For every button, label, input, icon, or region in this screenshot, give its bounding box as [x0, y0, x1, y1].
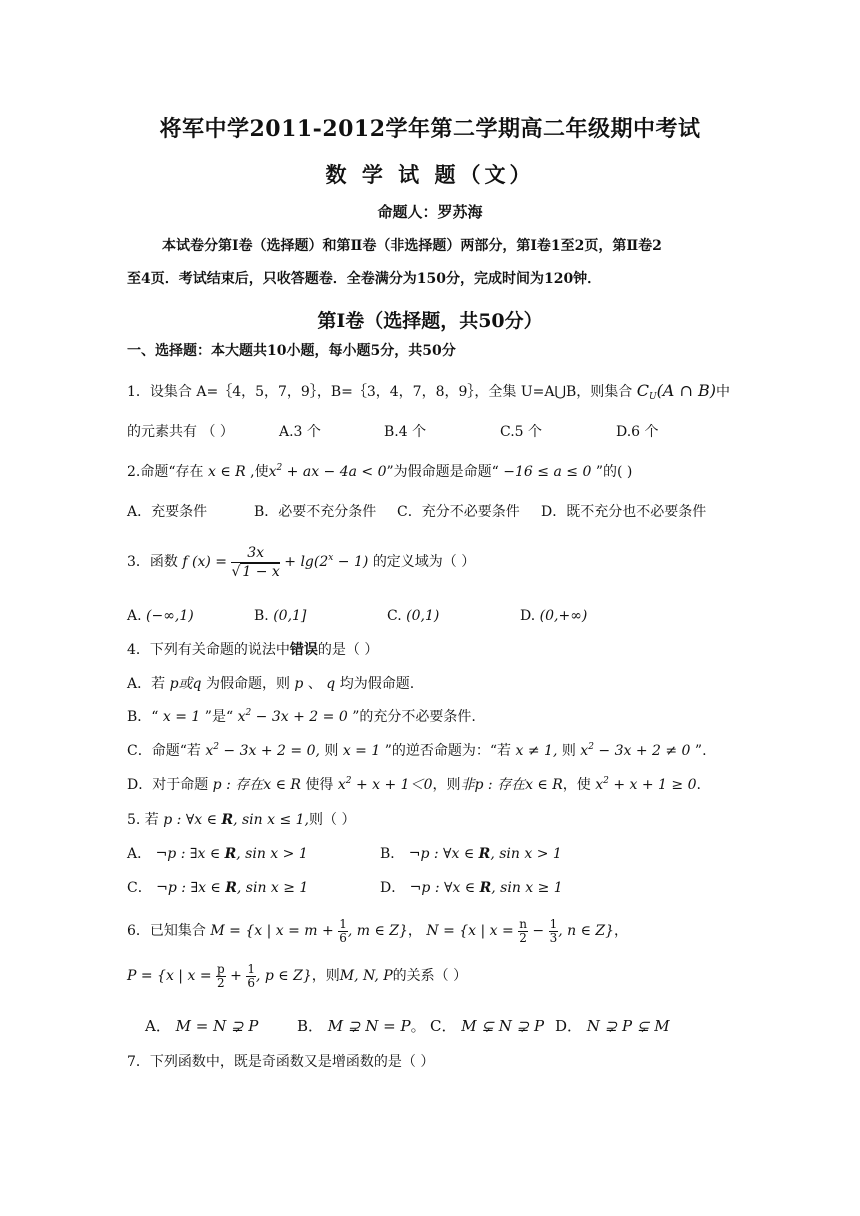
- exam-title: 将军中学2011-2012学年第二学期高二年级期中考试: [159, 116, 701, 142]
- q6-set-p: P = {x | x =: [127, 968, 216, 984]
- q3-option-b: B. (0,1]: [254, 608, 307, 624]
- q2-option-a: A．充要条件: [127, 504, 208, 520]
- q4-option-a: A．若 p或q 为假命题，则 p 、 q 均为假命题.: [127, 676, 415, 692]
- q2-expr-1: x ∈ R: [207, 464, 246, 480]
- intro-line-2: 至4页．考试结束后，只收答题卷．全卷满分为150分，完成时间为120钟．: [127, 271, 602, 287]
- q1-option-a: A.3 个: [279, 424, 321, 440]
- q4-text-b: 的是（ ）: [317, 642, 379, 658]
- q6-line-1: 6．已知集合 M = {x | x = m + $\frac{1}{6}$ , m ∈ Z}， N = {x | x = $\frac{n}{2}$ − $\frac{1}{3}$ , n ∈ Z}，: [127, 916, 629, 945]
- q3-option-d: D. (0,+∞): [520, 608, 588, 624]
- q4-emphasis: 错误: [289, 642, 318, 658]
- q7-stem: 7．下列函数中，既是奇函数又是增函数的是（ ）: [127, 1054, 435, 1070]
- q6-option-d: D． N ⊋ P ⊊ M: [555, 1017, 670, 1035]
- q3-text-b: 的定义域为（ ）: [372, 554, 476, 570]
- q6-option-c: C． M ⊊ N ⊋ P: [430, 1017, 545, 1035]
- q4-stem: [127, 640, 378, 660]
- q5-option-a: A． ¬p : ∃x ∈ R, sin x > 1: [127, 846, 308, 862]
- q5-row-1: [127, 844, 562, 864]
- q5-option-d: D． ¬p : ∀x ∈ R, sin x ≥ 1: [380, 880, 563, 896]
- q6-set-n: N = {x | x =: [426, 923, 519, 939]
- q1-option-d: D.6 个: [616, 424, 659, 440]
- q3-fraction: $\frac{3x}{√ 1 - x}$: [231, 544, 280, 580]
- q2-option-d: D．既不充分也不必要条件: [541, 504, 707, 520]
- q3-text-a: 3．函数: [127, 554, 178, 570]
- q3-option-c: C. (0,1): [387, 608, 440, 624]
- q6-set-m: M = {x | x = m +: [210, 923, 339, 939]
- q2-text-b: 使: [254, 464, 269, 480]
- section-instruction: 一、选择题：本大题共10小题，每小题5分，共50分: [127, 343, 456, 359]
- q2-stem: 2.命题“存在 x ∈ R ,使$x^2$ + ax − 4a < 0”为假命题是命题“ −16 ≤ a ≤ 0 ”的( ): [127, 463, 633, 480]
- intro-line-1: 本试卷分第Ⅰ卷（选择题）和第Ⅱ卷（非选择题）两部分，第Ⅰ卷1至2页，第Ⅱ卷2: [162, 238, 662, 254]
- q3-func-name: f (x) =: [182, 554, 232, 570]
- q5-option-b: B． ¬p : ∀x ∈ R, sin x > 1: [380, 846, 562, 862]
- q2-expr-2: $x^2$ + ax − 4a < 0: [268, 463, 387, 480]
- q5-option-c: C． ¬p : ∃x ∈ R, sin x ≥ 1: [127, 880, 309, 896]
- q4-text-a: 4．下列有关命题的说法中: [127, 642, 290, 658]
- q2-option-b: B．必要不充分条件: [254, 504, 377, 520]
- author-line: 命题人：罗苏海: [377, 203, 483, 221]
- q6-option-b: B． M ⊋ N = P。: [297, 1017, 426, 1035]
- q5-row-2: [127, 878, 563, 898]
- q1-option-c: C.5 个: [500, 424, 543, 440]
- q1-complement-expr: $C_U(A$ ∩ B): [636, 381, 716, 402]
- q2-text-d: ”的( ): [595, 464, 633, 480]
- q1-text-c: 中: [715, 384, 730, 400]
- section-title: 第Ⅰ卷（选择题，共50分）: [317, 310, 543, 332]
- q2-options: [127, 502, 707, 522]
- union-symbol: ⋃: [554, 384, 566, 400]
- q2-text-c: ”为假命题是命题“: [386, 464, 499, 480]
- q4-option-d: D．对于命题 p : 存在x ∈ R 使得 $x^2 + x + 1<0$，则非p : 存在x ∈ R，使 $x^2 + x + 1 \ge 0$.: [127, 776, 701, 793]
- q6-option-a: A． M = N ⊋ P: [145, 1017, 259, 1035]
- q3-option-a: A. (−∞,1): [127, 608, 194, 624]
- q2-option-c: C．充分不必要条件: [397, 504, 520, 520]
- exam-subtitle: 数 学 试 题（文）: [325, 162, 535, 187]
- q2-expr-3: −16 ≤ a ≤ 0: [498, 464, 596, 480]
- q3-log-term: + $\lg(2^x - 1)$: [279, 553, 369, 570]
- q1-line-1: [127, 381, 730, 402]
- q4-option-b: B．“ x = 1 ”是“ $x^2 - 3x + 2 = 0$ ”的充分不必要条件.: [127, 708, 476, 725]
- q4-option-c: C．命题“若 $x^2 - 3x + 2 = 0$, 则 x = 1 ”的逆否命题为：“若 x ≠ 1, 则 $x^2 - 3x + 2 \ne 0$ ”.: [127, 742, 707, 759]
- q2-text-a: 2.命题“存在: [127, 464, 204, 480]
- q1-text-b: B，则集合: [565, 384, 633, 400]
- q5-stem: 5. 若 p : ∀x ∈ R, sin x ≤ 1,则（ ）: [127, 812, 356, 828]
- q3-options: [127, 606, 588, 626]
- q1-stem-end: 的元素共有 （ ）: [127, 424, 234, 440]
- q1-option-b: B.4 个: [384, 424, 427, 440]
- q6-options: [145, 1016, 670, 1036]
- q3-stem: [127, 540, 475, 584]
- q6-line-2: P = {x | x = $\frac{p}{2}$ + $\frac{1}{6}$ , p ∈ Z}，则M, N, P的关系（ ）: [127, 961, 468, 990]
- q1-text-a: 1．设集合 A=｛4，5，7，9｝，B=｛3，4，7，8，9｝，全集 U=A: [127, 384, 555, 400]
- q1-line-2: [127, 422, 659, 442]
